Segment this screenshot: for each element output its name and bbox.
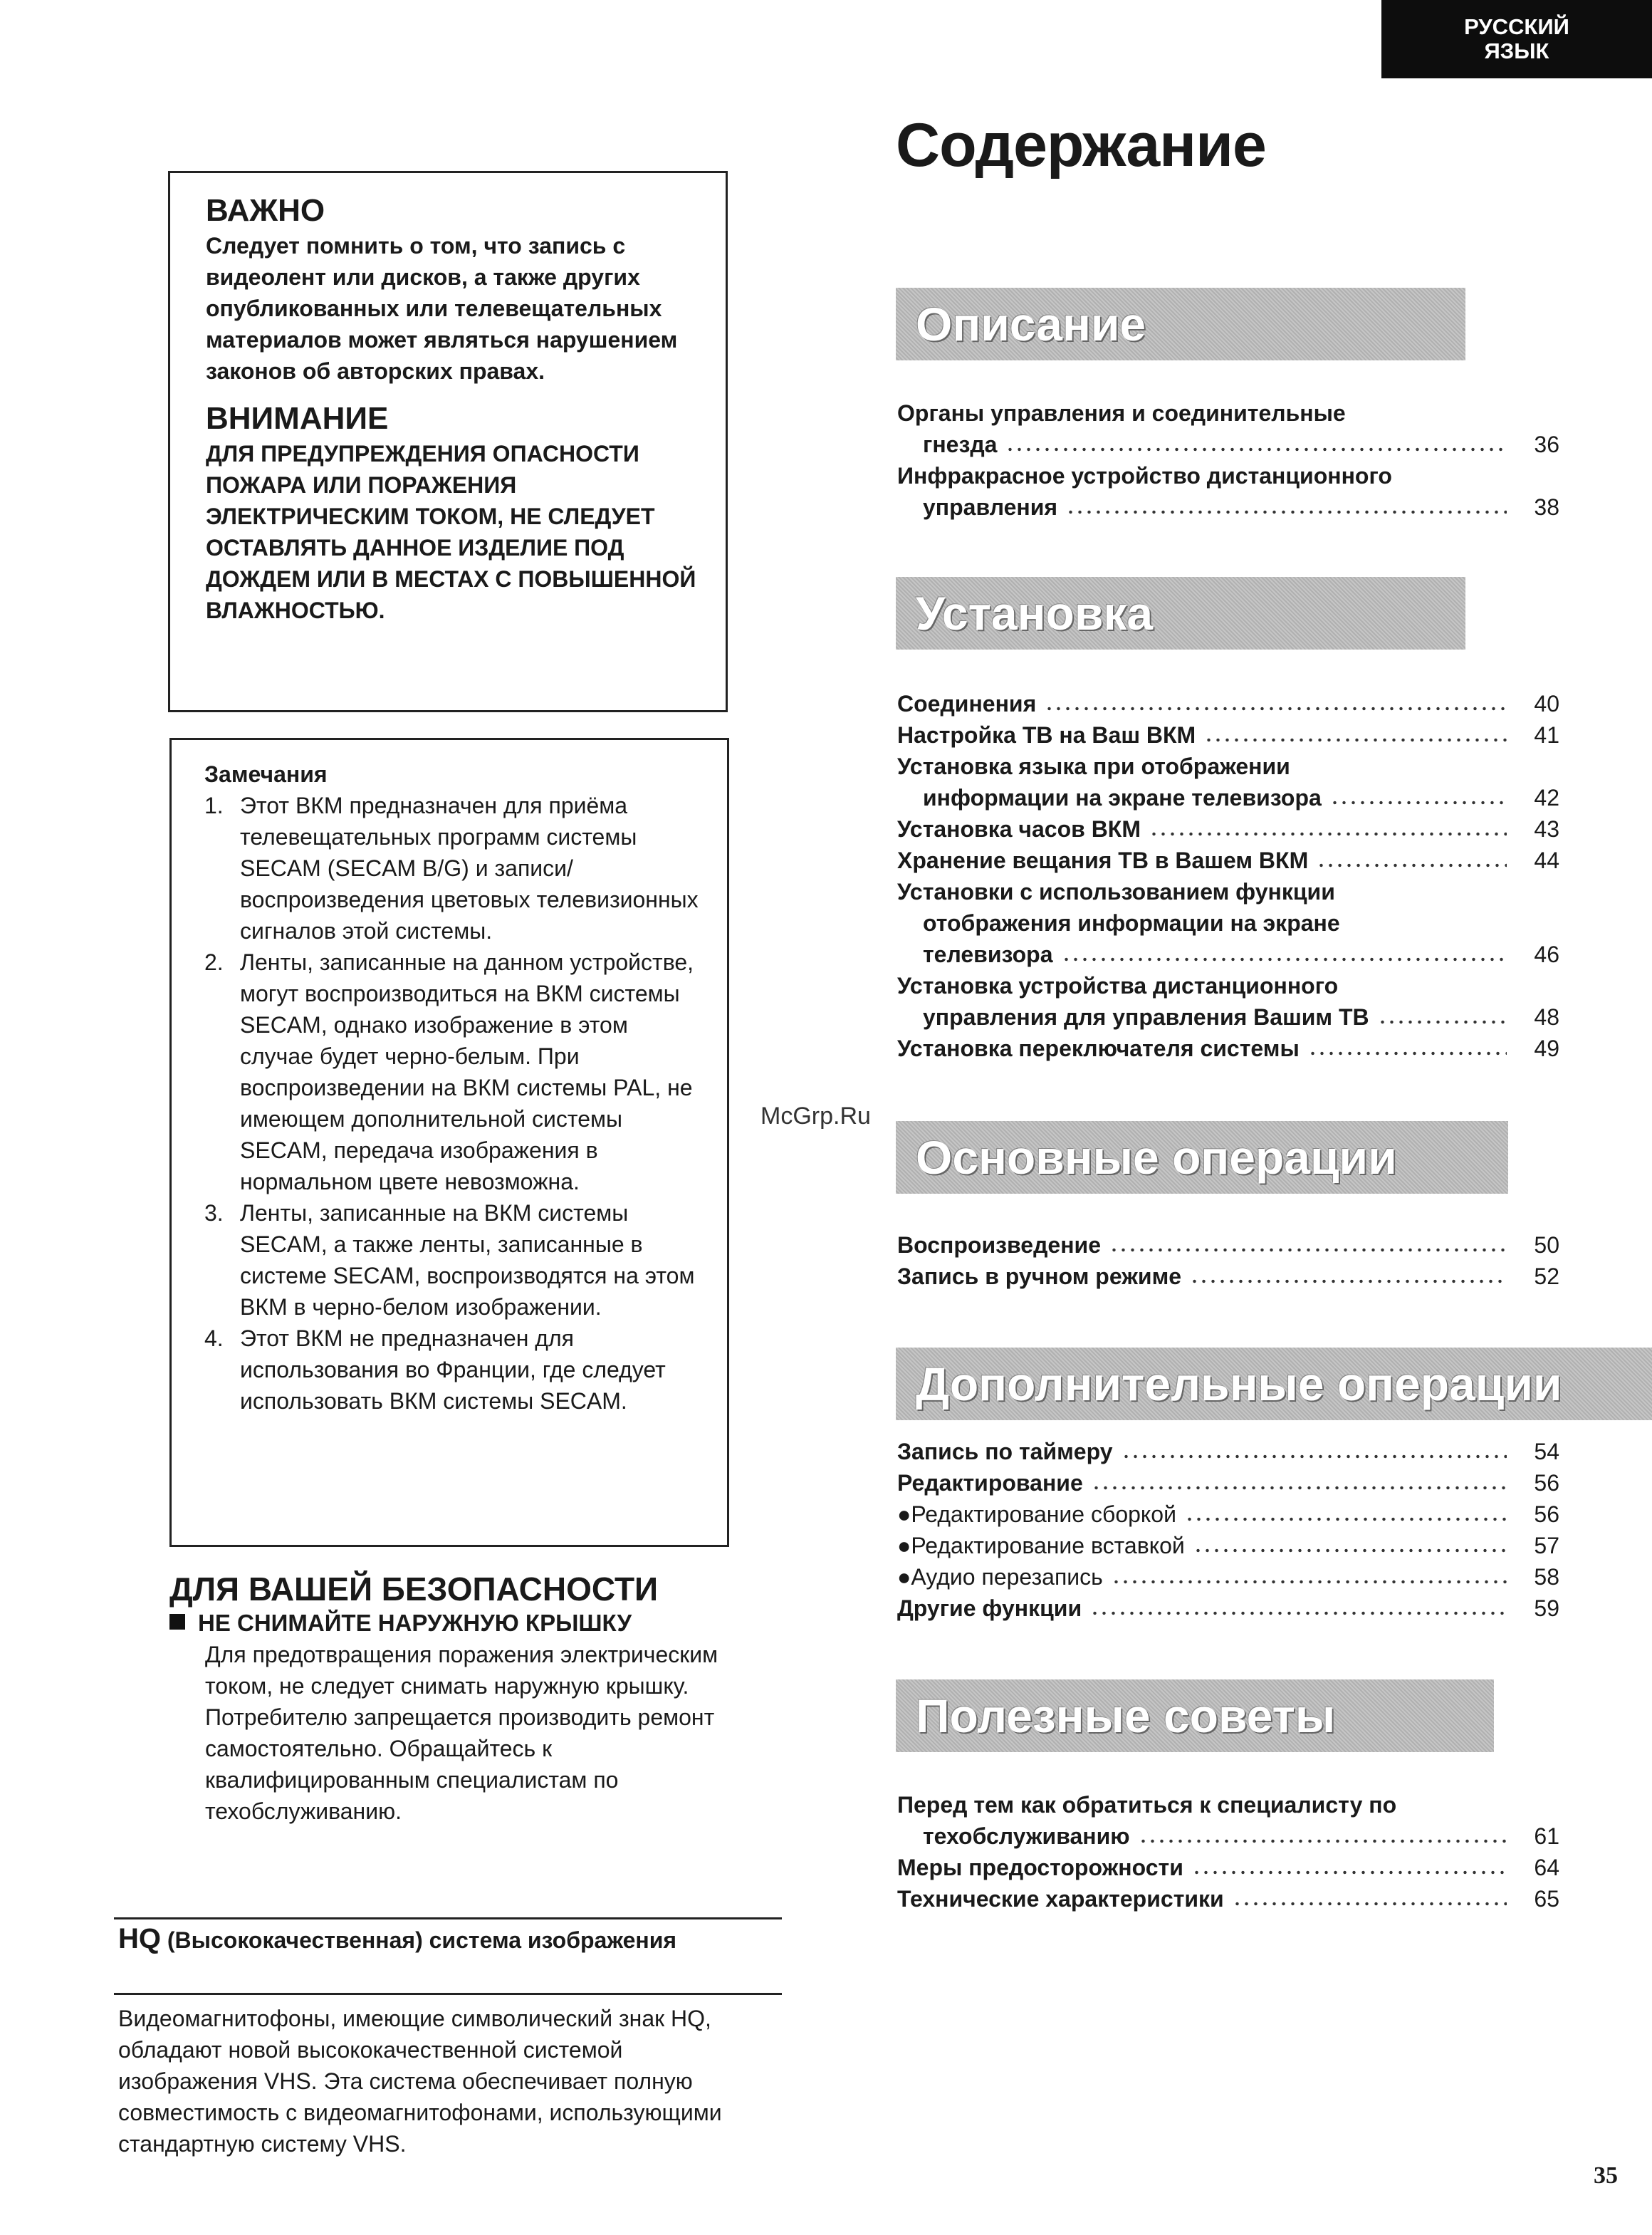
toc-entry-line: Установка переключателя системы — [897, 1036, 1300, 1061]
toc-entry[interactable] — [897, 719, 1559, 751]
toc-page-number: 44 — [1534, 848, 1559, 873]
toc-page-number: 52 — [1534, 1264, 1559, 1289]
hq-title-text: (Высококачественная) система изображения — [167, 1927, 677, 1953]
toc-entry-line-row — [897, 845, 1559, 876]
toc-entry-line: управления для управления Вашим ТВ — [923, 1004, 1369, 1030]
section-banner-basic-operations: Основные операции — [896, 1121, 1508, 1194]
toc-entry[interactable] — [897, 1789, 1559, 1852]
warning-text: ДЛЯ ПРЕДУПРЕЖДЕНИЯ ОПАСНОСТИ ПОЖАРА ИЛИ ПОРАЖЕНИЯ ЭЛЕКТРИЧЕСКИМ ТОКОМ, НЕ СЛЕДУЕТ ОСТАВЛЯТЬ ДАННОЕ ИЗДЕЛИЕ ПОД ДОЖДЕМ ИЛИ В МЕСТАХ С ПОВЫШЕННОЙ ВЛАЖНОСТЬЮ. — [206, 441, 696, 623]
toc-page-number: 46 — [1534, 942, 1559, 967]
toc-page-number: 56 — [1534, 1470, 1559, 1496]
toc-entry-line: Запись в ручном режиме — [897, 1264, 1182, 1289]
list-item — [204, 790, 706, 947]
toc-entry-line: управления — [923, 494, 1058, 520]
dot-leader — [1233, 1900, 1507, 1907]
toc-list-useful-tips — [897, 1789, 1559, 1914]
toc-page-number: 58 — [1534, 1564, 1559, 1590]
dot-leader — [1122, 1453, 1507, 1460]
toc-entry-line: Установка устройства дистанционного — [897, 973, 1339, 999]
note-text: Ленты, записанные на ВКМ системы SECAM, а также ленты, записанные в системе SECAM, воспроизводятся на этом ВКМ в черно-белом изображении. — [240, 1200, 695, 1320]
dot-leader — [1066, 509, 1507, 516]
toc-entry[interactable] — [897, 1229, 1559, 1261]
safety-text: Для предотвращения поражения электрическим током, не следует снимать наружную крышку. Потребителю запрещается производить ремонт самостоятельно. Обращайтесь к квалифицированным специалистам по техобслуживанию. — [205, 1642, 718, 1824]
toc-entry-line: ●Редактирование сборкой — [897, 1501, 1176, 1527]
toc-entry-line-row — [897, 782, 1559, 813]
dot-leader — [1149, 830, 1507, 838]
watermark: McGrp.Ru — [760, 1103, 871, 1130]
toc-entry-line-row — [897, 1530, 1559, 1561]
toc-entry-line-row — [897, 1229, 1559, 1261]
toc-entry[interactable] — [897, 970, 1559, 1033]
toc-entry-line: Установка часов ВКМ — [897, 816, 1141, 842]
toc-entry-line: Воспроизведение — [897, 1232, 1101, 1258]
toc-page-number: 57 — [1534, 1533, 1559, 1558]
toc-entry-line-row — [897, 1852, 1559, 1883]
toc-entry-line: Технические характеристики — [897, 1886, 1224, 1912]
notes-list — [204, 790, 706, 1417]
toc-entry[interactable] — [897, 1033, 1559, 1064]
hq-text: Видеомагнитофоны, имеющие символический знак HQ, обладают новой высококачественной системой изображения VHS. Эта система обеспечивает полную совместимость с видеомагнитофонами, использующими стандартную систему VHS. — [118, 2006, 722, 2157]
dot-leader — [1139, 1838, 1507, 1845]
toc-entry-line: Установка языка при отображении — [897, 754, 1290, 779]
toc-entry[interactable] — [897, 1852, 1559, 1883]
toc-entry-line-row — [897, 1033, 1559, 1064]
toc-page-number: 50 — [1534, 1232, 1559, 1258]
dot-leader — [1185, 1516, 1507, 1523]
toc-entry-line: Органы управления и соединительные — [897, 400, 1346, 426]
dot-leader — [1005, 446, 1507, 453]
toc-entry-line: ●Редактирование вставкой — [897, 1533, 1185, 1558]
toc-entry[interactable] — [897, 1883, 1559, 1914]
toc-entry[interactable] — [897, 751, 1559, 813]
toc-entry[interactable] — [897, 813, 1559, 845]
toc-entry[interactable] — [897, 1467, 1559, 1499]
toc-entry-line: техобслуживанию — [923, 1823, 1130, 1849]
toc-entry-line: Соединения — [897, 691, 1037, 717]
page-number: 35 — [1594, 2162, 1618, 2189]
toc-entry[interactable] — [897, 1530, 1559, 1561]
language-tab-line1: РУССКИЙ — [1464, 14, 1569, 39]
note-number: 1. — [204, 793, 224, 818]
toc-entry-line: Перед тем как обратиться к специалисту по — [897, 1792, 1397, 1818]
toc-page-number: 56 — [1534, 1501, 1559, 1527]
toc-entry-line-row — [897, 1883, 1559, 1914]
dot-leader — [1092, 1484, 1507, 1491]
toc-page-number: 43 — [1534, 816, 1559, 842]
toc-entry-line: Другие функции — [897, 1595, 1082, 1621]
note-text: Этот ВКМ предназначен для приёма телевещательных программ системы SECAM (SECAM B/G) и записи/ воспроизведения цветовых телевизионных сигналов этой системы. — [240, 793, 699, 944]
toc-list-description — [897, 397, 1559, 523]
toc-entry-line-row — [897, 939, 1559, 970]
toc-entry-line: Установки с использованием функции — [897, 879, 1335, 905]
toc-list-basic-operations — [897, 1229, 1559, 1292]
toc-entry[interactable] — [897, 397, 1559, 460]
hq-bottom-divider — [114, 1993, 782, 1995]
toc-entry-line-row — [897, 1261, 1559, 1292]
language-tab — [1381, 0, 1652, 78]
page-title: Содержание — [896, 111, 1266, 179]
toc-page-number: 42 — [1534, 785, 1559, 811]
safety-section — [169, 1570, 739, 1827]
note-text: Этот ВКМ не предназначен для использования во Франции, где следует использовать ВКМ системы SECAM. — [240, 1325, 666, 1414]
safety-subtitle: НЕ СНИМАЙТЕ НАРУЖНУЮ КРЫШКУ — [198, 1610, 632, 1636]
toc-entry[interactable] — [897, 1499, 1559, 1530]
toc-entry[interactable] — [897, 1261, 1559, 1292]
toc-page-number: 48 — [1534, 1004, 1559, 1030]
toc-list-additional-operations — [897, 1436, 1559, 1624]
important-title: ВАЖНО — [206, 193, 325, 228]
toc-entry-line-row — [897, 1001, 1559, 1033]
toc-page-number: 38 — [1534, 494, 1559, 520]
toc-entry-line: Инфракрасное устройство дистанционного — [897, 463, 1392, 489]
toc-entry-line-row — [897, 719, 1559, 751]
toc-page-number: 49 — [1534, 1036, 1559, 1061]
toc-entry[interactable] — [897, 845, 1559, 876]
toc-entry-line-row — [897, 1499, 1559, 1530]
toc-entry-line-row — [897, 1820, 1559, 1852]
notes-box — [169, 738, 729, 1547]
toc-page-number: 40 — [1534, 691, 1559, 717]
note-number: 2. — [204, 949, 224, 975]
toc-entry-line: ●Аудио перезапись — [897, 1564, 1103, 1590]
hq-title — [118, 1923, 759, 1956]
dot-leader — [1062, 956, 1507, 963]
toc-page-number: 64 — [1534, 1855, 1559, 1880]
hq-title-logo: HQ — [118, 1923, 161, 1954]
dot-leader — [1193, 1547, 1507, 1554]
important-box — [168, 171, 728, 712]
toc-page-number: 41 — [1534, 722, 1559, 748]
toc-entry-line: Настройка ТВ на Ваш ВКМ — [897, 722, 1196, 748]
toc-entry[interactable] — [897, 1561, 1559, 1593]
toc-entry-line-row — [897, 1467, 1559, 1499]
safety-title: ДЛЯ ВАШЕЙ БЕЗОПАСНОСТИ — [169, 1570, 659, 1608]
toc-entry-line: Запись по таймеру — [897, 1439, 1113, 1464]
note-number: 3. — [204, 1200, 224, 1226]
toc-entry-line: гнезда — [923, 432, 998, 457]
toc-page-number: 61 — [1534, 1823, 1559, 1849]
dot-leader — [1204, 736, 1507, 744]
toc-page-number: 36 — [1534, 432, 1559, 457]
toc-entry[interactable] — [897, 460, 1559, 523]
toc-page-number: 59 — [1534, 1595, 1559, 1621]
toc-entry[interactable] — [897, 1593, 1559, 1624]
dot-leader — [1378, 1018, 1507, 1026]
toc-page-number: 65 — [1534, 1886, 1559, 1912]
section-banner-useful-tips: Полезные советы — [896, 1679, 1494, 1752]
square-bullet-icon — [169, 1614, 185, 1630]
dot-leader — [1317, 862, 1507, 869]
toc-list-setup — [897, 688, 1559, 1064]
language-tab-line2: ЯЗЫК — [1484, 38, 1549, 63]
toc-entry-line-row — [897, 1561, 1559, 1593]
toc-entry-line: информации на экране телевизора — [923, 785, 1322, 811]
hq-top-divider — [114, 1917, 782, 1919]
toc-entry-line-row — [897, 813, 1559, 845]
dot-leader — [1308, 1050, 1507, 1057]
toc-entry-line: Хранение вещания ТВ в Вашем ВКМ — [897, 848, 1309, 873]
dot-leader — [1112, 1578, 1507, 1585]
toc-entry[interactable] — [897, 1436, 1559, 1467]
toc-entry-line: Редактирование — [897, 1470, 1083, 1496]
toc-entry[interactable] — [897, 688, 1559, 719]
list-item — [204, 1197, 706, 1323]
dot-leader — [1190, 1278, 1507, 1285]
toc-entry-line-row — [897, 429, 1559, 460]
dot-leader — [1192, 1869, 1507, 1876]
dot-leader — [1109, 1246, 1507, 1254]
safety-subtitle-row — [169, 1608, 739, 1639]
toc-entry-line-row — [897, 1436, 1559, 1467]
warning-title: ВНИМАНИЕ — [206, 401, 389, 436]
toc-entry-line-row — [897, 1593, 1559, 1624]
toc-entry-line: отображения информации на экране — [923, 910, 1340, 936]
toc-page-number: 54 — [1534, 1439, 1559, 1464]
toc-entry-line-row — [897, 491, 1559, 523]
important-text: Следует помнить о том, что запись с видеолент или дисков, а также других опубликованных или телевещательных материалов может являться нарушением законов об авторских правах. — [206, 233, 678, 384]
list-item — [204, 1323, 706, 1417]
dot-leader — [1090, 1610, 1507, 1617]
note-text: Ленты, записанные на данном устройстве, могут воспроизводиться на ВКМ системы SECAM, однако изображение в этом случае будет черно-белым. При воспроизведении на ВКМ системы PAL, не имеющем дополнительной системы SECAM, передача изображения в нормальном цвете невозможна. — [240, 949, 694, 1194]
section-banner-additional-operations: Дополнительные операции — [896, 1348, 1652, 1420]
toc-entry-line-row — [897, 688, 1559, 719]
list-item — [204, 947, 706, 1197]
section-banner-setup: Установка — [896, 577, 1465, 650]
dot-leader — [1330, 799, 1507, 806]
toc-entry[interactable] — [897, 876, 1559, 970]
toc-entry-line: Меры предосторожности — [897, 1855, 1183, 1880]
toc-entry-line: телевизора — [923, 942, 1053, 967]
section-banner-description: Описание — [896, 288, 1465, 360]
notes-title: Замечания — [204, 761, 328, 787]
dot-leader — [1045, 705, 1507, 712]
note-number: 4. — [204, 1325, 224, 1351]
